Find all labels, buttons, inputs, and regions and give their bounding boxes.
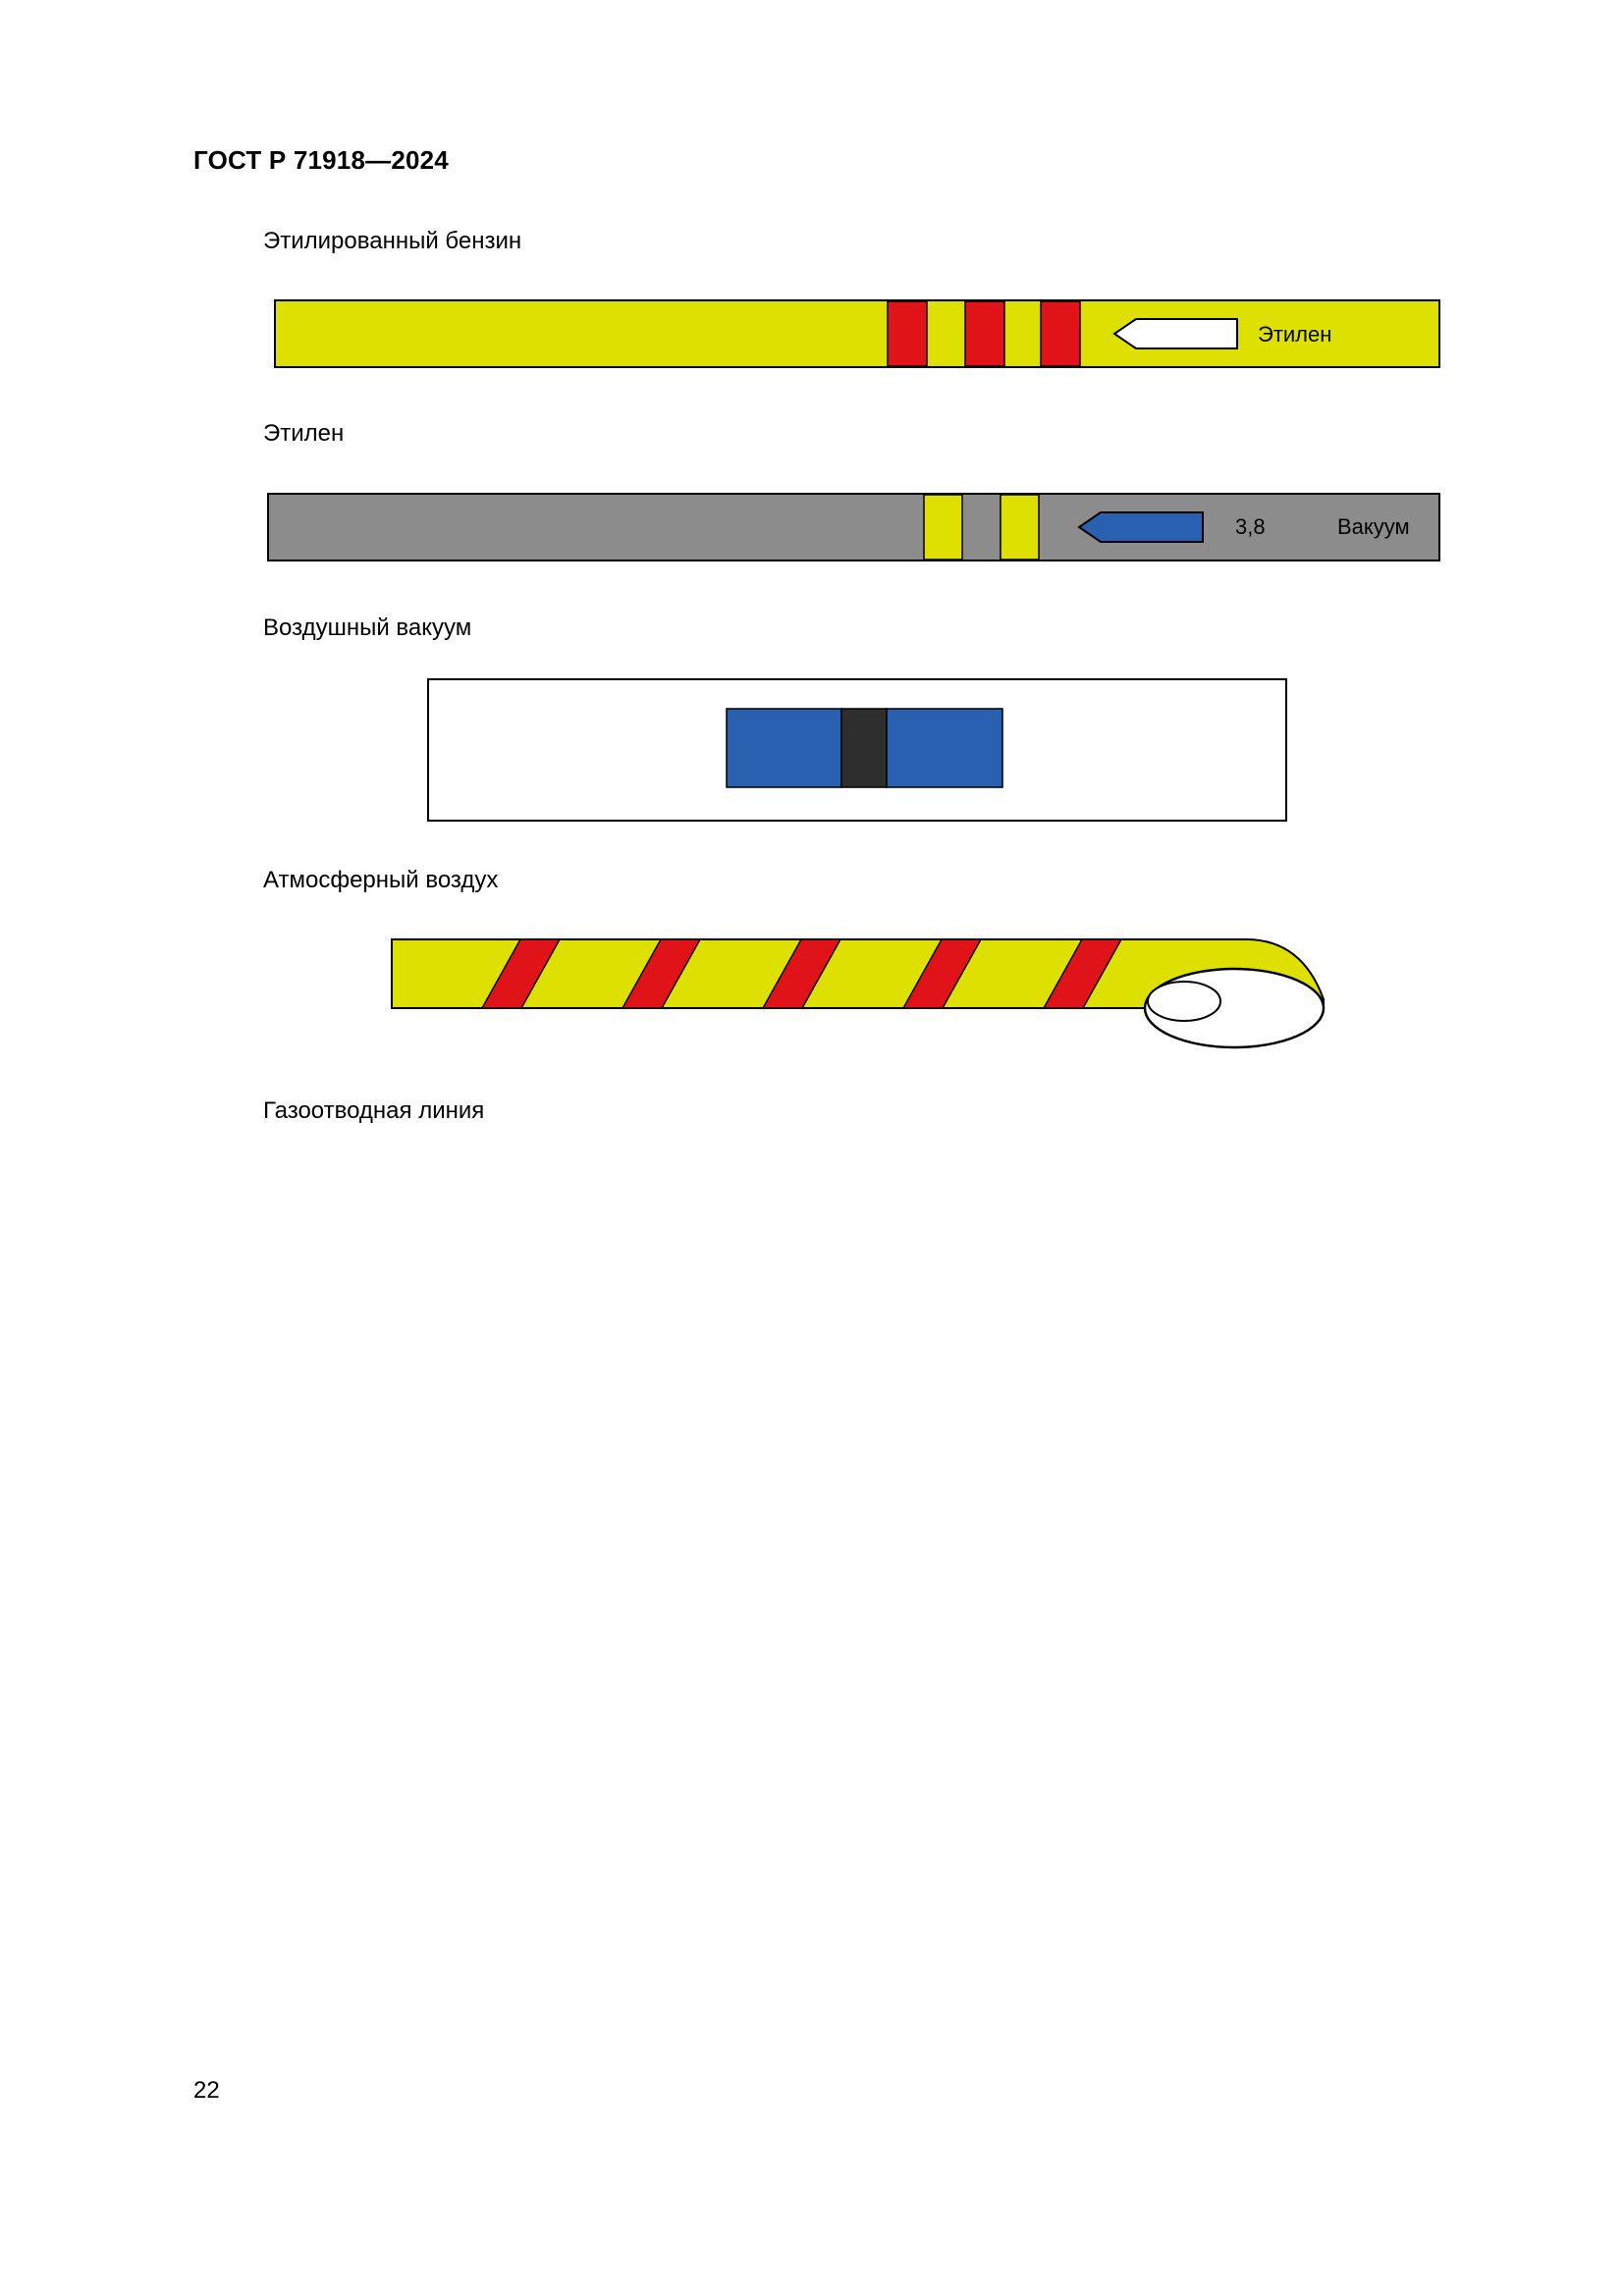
caption-air-vacuum: Воздушный вакуум: [263, 614, 472, 641]
arrow-label: Этилен: [1258, 322, 1332, 347]
value-label: 3,8: [1235, 514, 1266, 539]
page-number: 22: [193, 2077, 220, 2104]
coil-inner-icon: [1148, 982, 1220, 1021]
document-header: ГОСТ Р 71918—2024: [193, 145, 449, 175]
atmospheric-air-figure: [0, 0, 1624, 1080]
caption-leaded-gasoline: Этилированный бензин: [263, 228, 522, 254]
caption-ethylene: Этилен: [263, 420, 345, 447]
caption-gas-vent-line: Газоотводная линия: [263, 1097, 485, 1124]
arrow-label: Вакуум: [1337, 514, 1410, 539]
caption-atmospheric-air: Атмосферный воздух: [263, 867, 499, 893]
